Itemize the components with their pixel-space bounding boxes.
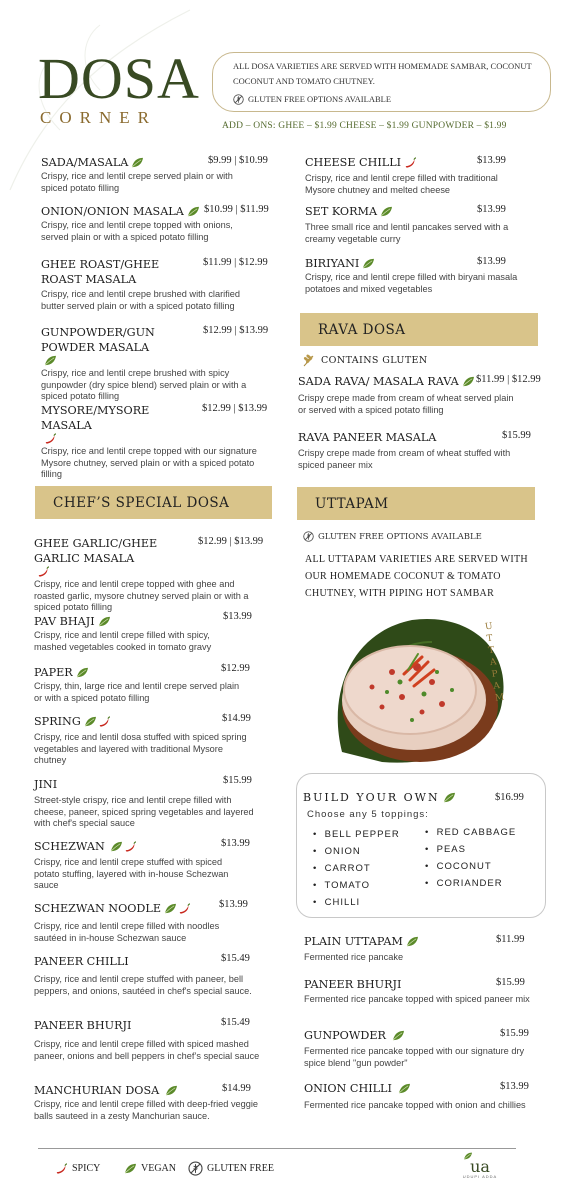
uttapam-served-note: ALL UTTAPAM VARIETIES ARE SERVED WITH OUR HOMEMADE COCONUT & TOMATO CHUTNEY, WITH PIPING HOT SAMBAR [305, 554, 528, 599]
item-name: GHEE ROAST/GHEE ROAST MASALA [41, 258, 160, 286]
item-desc: Crispy, rice and lentil crepe topped with ghee and roasted garlic, mysore chutney served plain or with a spiced potato filling [34, 579, 249, 612]
item-price: $13.99 [219, 899, 248, 910]
footer-divider [38, 1148, 516, 1149]
vegan-icon [76, 667, 89, 678]
vegan-icon [187, 206, 200, 217]
item-price: $12.99 | $13.99 [198, 536, 264, 547]
spicy-icon [98, 716, 111, 727]
menu-item [41, 325, 271, 403]
byo-title: BUILD YOUR OWN [303, 791, 440, 804]
item-price: $11.99 | $12.99 [203, 257, 268, 268]
vegan-icon [131, 157, 144, 168]
menu-item [41, 403, 271, 481]
item-price: $13.99 [500, 1081, 529, 1092]
item-desc: Fermented rice pancake topped with spiced paneer mix [304, 994, 530, 1004]
item-price: $13.99 [477, 204, 506, 215]
menu-item [298, 430, 538, 471]
item-desc: Three small rice and lentil pancakes served with a creamy vegetable curry [305, 222, 509, 244]
item-name: ONION/ONION MASALA [41, 205, 184, 218]
item-name: SCHEZWAN [34, 840, 105, 853]
item-name: PANEER BHURJI [304, 978, 402, 991]
addons-line: ADD – ONS: GHEE – $1.99 CHEESE – $1.99 GUNPOWDER – $1.99 [222, 121, 507, 131]
item-desc: Crispy, rice and lentil crepe brushed with clarified butter served plain or with a spiced potato filling [41, 289, 240, 311]
vegan-icon [165, 1085, 178, 1096]
uttapam-photo-label: UTTAPAM [484, 620, 509, 704]
wheat-icon [302, 353, 316, 367]
byo-toppings-col2 [425, 824, 516, 892]
menu-item [41, 204, 271, 243]
spicy-icon [55, 1163, 68, 1174]
item-desc: Fermented rice pancake topped with onion and chillies [304, 1100, 526, 1110]
item-price: $13.99 [223, 611, 252, 622]
contains-gluten-note [302, 353, 428, 367]
logo-mark: ua [470, 1157, 490, 1176]
item-price: $14.99 [222, 1083, 251, 1094]
item-desc: Crispy, rice and lentil crepe topped with onions, served plain or with a spiced potato filling [41, 220, 233, 242]
vegan-icon [98, 616, 111, 627]
topping-item: • BELL PEPPER [313, 829, 400, 840]
item-desc: Crispy crepe made from cream of wheat stuffed with spiced paneer mix [298, 448, 511, 470]
item-desc: Crispy, rice and lentil crepe filled with traditional Mysore chutney and melted cheese [305, 173, 498, 195]
item-price: $14.99 [222, 713, 251, 724]
notice-line1: ALL DOSA VARIETIES ARE SERVED WITH HOMEMADE SAMBAR, COCONUT [233, 61, 532, 71]
item-name: GUNPOWDER [304, 1029, 386, 1042]
vegan-icon [398, 1083, 411, 1094]
item-desc: Fermented rice pancake topped with our signature dry spice blend "gun powder" [304, 1046, 525, 1068]
menu-item [34, 536, 269, 614]
item-name: MANCHURIAN DOSA [34, 1084, 160, 1097]
item-desc: Crispy, rice and lentil dosa stuffed with spiced spring vegetables and layered with traditional Mysore chutney [34, 732, 247, 765]
gluten-free-icon [303, 531, 314, 542]
item-name: BIRIYANI [305, 257, 360, 270]
item-name: ONION CHILLI [304, 1082, 392, 1095]
item-desc: Crispy, thin, large rice and lentil crepe served plain or with a spiced potato filling [34, 681, 240, 703]
gluten-note: CONTAINS GLUTEN [321, 354, 428, 366]
serving-notice [212, 52, 551, 112]
uttapam-gf-note [303, 531, 482, 542]
item-desc: Crispy, rice and lentil crepe filled with deep-fried veggie balls sauteed in a zesty Manchurian sauce. [34, 1099, 259, 1121]
item-desc: Crispy, rice and lentil crepe stuffed with paneer, bell peppers, and onions, sautéed in chef's special sauce. [34, 974, 252, 996]
section-heading-uttapam: UTTAPAM [297, 487, 535, 520]
byo-toppings-col1 [313, 826, 400, 911]
vegan-icon [443, 792, 456, 803]
item-name: PAV BHAJI [34, 615, 95, 628]
legend-gf-label: GLUTEN FREE [207, 1163, 274, 1174]
build-your-own-box [296, 773, 546, 918]
topping-item: • PEAS [425, 844, 466, 855]
menu-item [305, 155, 525, 196]
legend-vegan-label: VEGAN [141, 1163, 176, 1174]
item-name: PAPER [34, 666, 73, 679]
brand-logo [455, 1152, 505, 1179]
topping-item: • COCONUT [425, 861, 492, 872]
vegan-icon [44, 355, 57, 366]
gluten-free-icon [233, 94, 244, 105]
vegan-icon [380, 206, 393, 217]
item-price: $15.99 [502, 430, 531, 441]
menu-item [304, 1081, 544, 1112]
item-name: PLAIN UTTAPAM [304, 935, 403, 948]
item-desc: Crispy, rice and lentil crepe served plain or with spiced potato filling [41, 171, 233, 193]
item-price: $15.49 [221, 1017, 250, 1028]
menu-item [34, 954, 269, 997]
page-subtitle: CORNER [40, 108, 157, 127]
notice-gf: GLUTEN FREE OPTIONS AVAILABLE [248, 94, 392, 104]
item-name: JINI [34, 778, 58, 791]
page-title: DOSA [38, 46, 200, 111]
legend-gluten-free [188, 1161, 274, 1176]
topping-item: • CORIANDER [425, 878, 503, 889]
vegan-icon [84, 716, 97, 727]
item-price: $13.99 [477, 256, 506, 267]
item-price: $12.99 | $13.99 [202, 403, 268, 414]
menu-item [41, 257, 271, 312]
item-desc: Crispy, rice and lentil crepe topped with our signature Mysore chutney, served plain or with a spiced potato filling [41, 446, 257, 479]
vegan-icon [362, 258, 375, 269]
gluten-free-icon [188, 1161, 203, 1176]
item-name: GUNPOWDER/GUN POWDER MASALA [41, 326, 155, 354]
item-desc: Crispy, rice and lentil crepe filled with biryani masala potatoes and mixed vegetables [305, 272, 518, 294]
menu-item [34, 901, 269, 944]
item-desc: Crispy, rice and lentil crepe filled with spicy, mashed vegetables cooked in tomato gravy [34, 630, 212, 652]
item-name: PANEER BHURJI [34, 1019, 132, 1032]
item-name: MYSORE/MYSORE MASALA [41, 404, 150, 432]
byo-title-row [303, 791, 456, 804]
menu-item [34, 665, 269, 704]
topping-item: • RED CABBAGE [425, 827, 517, 838]
legend-spicy-label: SPICY [72, 1163, 101, 1174]
spicy-icon [404, 157, 417, 168]
item-name: RAVA PANEER MASALA [298, 431, 437, 444]
uttapam-gf-text: GLUTEN FREE OPTIONS AVAILABLE [318, 531, 482, 542]
item-name: SADA RAVA/ MASALA RAVA [298, 375, 459, 388]
item-name: CHEESE CHILLI [305, 156, 402, 169]
item-name: SPRING [34, 715, 81, 728]
item-price: $11.99 [496, 934, 525, 945]
vegan-icon [462, 376, 475, 387]
spicy-icon [178, 903, 191, 914]
byo-price: $16.99 [495, 792, 524, 803]
menu-item [305, 256, 525, 295]
legend-vegan [121, 1163, 176, 1174]
section-heading-rava-dosa: RAVA DOSA [300, 313, 538, 346]
menu-item [34, 714, 269, 767]
item-desc: Crispy, rice and lentil crepe brushed with spicy gunpowder (dry spice blend) served plain or with a spiced potato filling [41, 368, 247, 401]
item-price: $13.99 [477, 155, 506, 166]
item-name: SCHEZWAN NOODLE [34, 902, 161, 915]
item-name: SET KORMA [305, 205, 378, 218]
topping-item: • CARROT [313, 863, 371, 874]
item-price: $11.99 | $12.99 [476, 374, 541, 385]
item-price: $15.49 [221, 953, 250, 964]
item-name: GHEE GARLIC/GHEE GARLIC MASALA [34, 537, 158, 565]
vegan-icon [164, 903, 177, 914]
byo-subtitle: Choose any 5 toppings: [307, 809, 429, 820]
menu-item [298, 374, 548, 416]
item-price: $15.99 [223, 775, 252, 786]
vegan-icon [392, 1030, 405, 1041]
topping-item: • CHILLI [313, 897, 361, 908]
item-price: $12.99 [221, 663, 250, 674]
item-desc: Crispy crepe made from cream of wheat served plain or served with a spiced potato filling [298, 393, 514, 415]
item-desc: Crispy, rice and lentil crepe stuffed with spiced potato stuffing, layered with in-house Schezwan sauce [34, 857, 229, 890]
item-price: $15.99 [500, 1028, 529, 1039]
menu-item [304, 977, 544, 1006]
item-price: $9.99 | $10.99 [208, 155, 268, 166]
menu-item [34, 1083, 269, 1122]
section-heading-chefs-special: CHEF’S SPECIAL DOSA [35, 486, 272, 519]
menu-item [34, 1018, 269, 1062]
menu-item [34, 611, 269, 653]
vegan-icon [110, 841, 123, 852]
spicy-icon [124, 841, 137, 852]
item-desc: Crispy, rice and lentil crepe filled with spiced mashed paneer, onions and bell peppers in chef’s special sauce [34, 1039, 260, 1061]
menu-item [305, 204, 525, 245]
menu-item [304, 1028, 544, 1069]
menu-item [41, 155, 271, 194]
item-desc: Fermented rice pancake [304, 952, 404, 962]
item-price: $10.99 | $11.99 [204, 204, 269, 215]
item-price: $15.99 [496, 977, 525, 988]
item-name: SADA/MASALA [41, 156, 129, 169]
vegan-icon [406, 936, 419, 947]
topping-item: • TOMATO [313, 880, 371, 891]
menu-item [34, 839, 269, 892]
notice-line2: COCONUT AND TOMATO CHUTNEY. [233, 76, 375, 86]
item-desc: Street-style crispy, rice and lentil crepe filled with cheese, paneer, spiced spring vegetables and layered with chef's special sauce [34, 795, 254, 828]
item-name: PANEER CHILLI [34, 955, 129, 968]
item-desc: Crispy, rice and lentil crepe filled with noodles sautéed in in-house Schezwan sauce [34, 921, 220, 943]
spicy-icon [44, 433, 57, 444]
item-price: $12.99 | $13.99 [203, 325, 269, 336]
topping-item: • ONION [313, 846, 361, 857]
menu-item [304, 934, 534, 964]
vegan-icon [124, 1163, 137, 1174]
menu-item [34, 777, 269, 830]
spicy-icon [37, 566, 50, 577]
item-price: $13.99 [221, 838, 250, 849]
logo-text: UDUPI ADDA [462, 1174, 498, 1179]
legend-spicy [52, 1163, 100, 1174]
